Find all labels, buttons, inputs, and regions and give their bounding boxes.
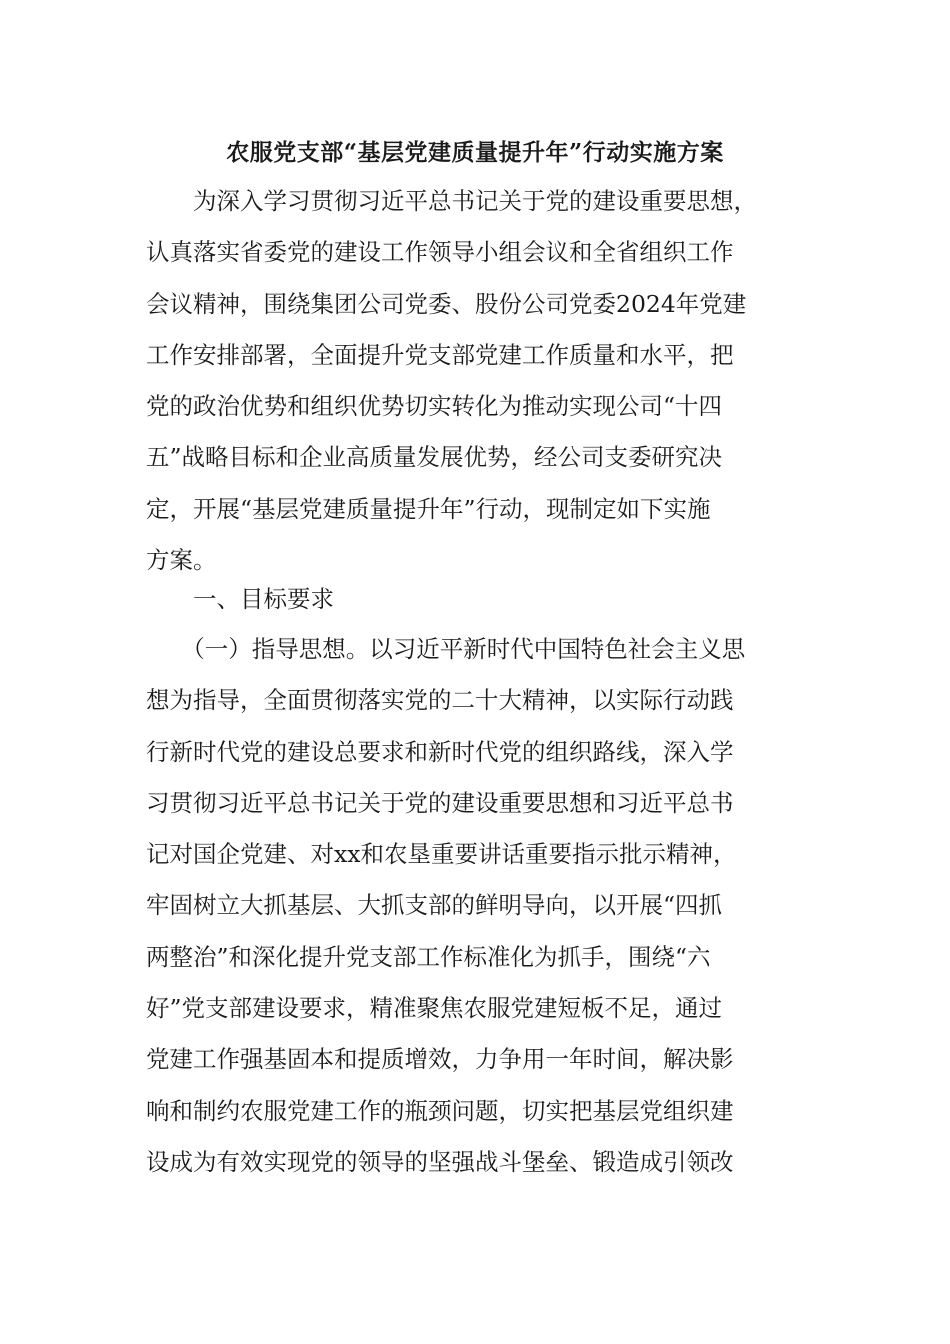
paragraph-line: 设成为有效实现党的领导的坚强战斗堡垒、锻造成引领改	[146, 1147, 734, 1176]
guiding-thought-paragraph	[146, 624, 806, 1188]
paragraph-line: 五”战略目标和企业高质量发展优势，经公司支委研究决	[146, 443, 723, 472]
paragraph-line: 党建工作强基固本和提质增效，力争用一年时间，解决影	[146, 1045, 734, 1074]
paragraph-line: 想为指导，全面贯彻落实党的二十大精神，以实际行动践	[146, 686, 734, 715]
paragraph-line: 定，开展“基层党建质量提升年”行动，现制定如下实施	[146, 494, 711, 523]
paragraph-line: 会议精神，围绕集团公司党委、股份公司党委2024年党建	[146, 289, 747, 318]
paragraph-line: 工作安排部署，全面提升党支部党建工作质量和水平，把	[146, 340, 734, 369]
paragraph-line: （一）指导思想。以习近平新时代中国特色社会主义思	[146, 635, 746, 663]
paragraph-line: 记对国企党建、对xx和农垦重要讲话重要指示批示精神，	[146, 840, 737, 869]
document-title: 农服党支部“基层党建质量提升年”行动实施方案	[226, 139, 724, 166]
section-heading: 一、目标要求	[146, 585, 334, 613]
paragraph-line: 好”党支部建设要求，精准聚焦农服党建短板不足，通过	[146, 994, 723, 1023]
paragraph-line: 认真落实省委党的建设工作领导小组会议和全省组织工作	[146, 238, 734, 267]
paragraph-line: 为深入学习贯彻习近平总书记关于党的建设重要思想，	[146, 187, 757, 215]
paragraph-line: 方案。	[146, 546, 217, 575]
intro-paragraph	[146, 176, 806, 586]
paragraph-line: 党的政治优势和组织优势切实转化为推动实现公司“十四	[146, 392, 723, 421]
paragraph-line: 响和制约农服党建工作的瓶颈问题，切实把基层党组织建	[146, 1096, 734, 1125]
paragraph-line: 行新时代党的建设总要求和新时代党的组织路线，深入学	[146, 737, 734, 766]
paragraph-line: 两整治”和深化提升党支部工作标准化为抓手，围绕“六	[146, 942, 711, 971]
paragraph-line: 习贯彻习近平总书记关于党的建设重要思想和习近平总书	[146, 788, 734, 817]
section-heading-block	[146, 574, 806, 625]
paragraph-line: 牢固树立大抓基层、大抓支部的鲜明导向，以开展“四抓	[146, 891, 723, 920]
